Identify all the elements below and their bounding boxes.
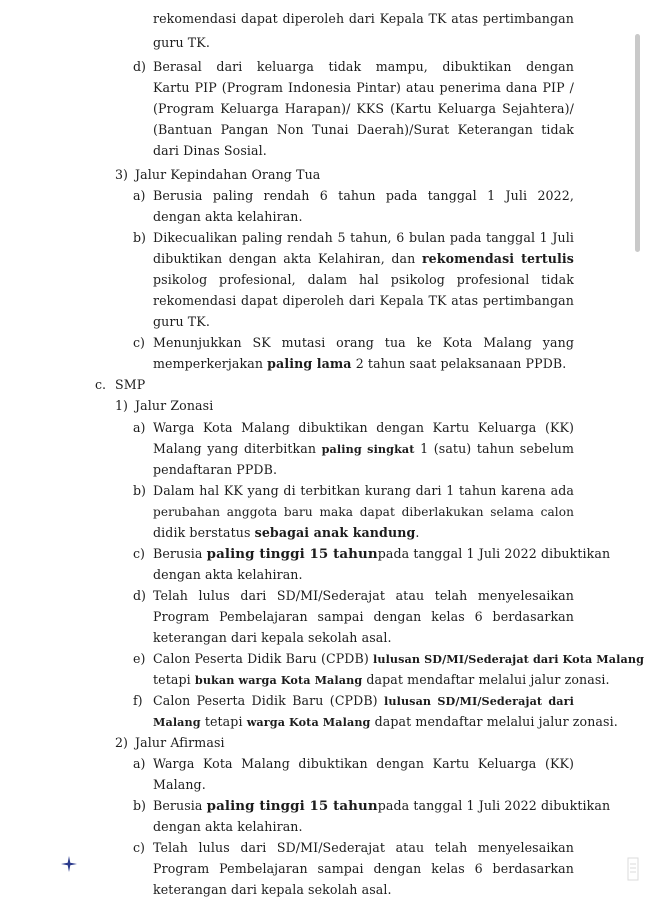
bold-text: lulusan SD/MI/Sederajat dari Kota Malang [372, 652, 644, 666]
text-line: dengan akta kelahiran. [153, 209, 303, 224]
text-line [153, 797, 610, 815]
bold-text: warga Kota Malang [246, 715, 371, 729]
text-line: perubahan anggota baru maka dapat diberlakukan selama calon [153, 505, 574, 519]
text-span: Calon Peserta Didik Baru (CPDB) [153, 651, 369, 666]
list-marker: a) [133, 188, 146, 203]
list-marker: a) [133, 756, 146, 771]
text-span: 1 (satu) tahun sebelum [420, 441, 574, 456]
list-marker: a) [133, 420, 146, 435]
text-line [153, 355, 566, 373]
text-line: Dikecualikan paling rendah 5 tahun, 6 bulan pada tanggal 1 Juli [153, 230, 574, 245]
text-line: Program Pembelajaran sampai dengan kelas 6 berdasarkan [153, 609, 574, 624]
text-line: Warga Kota Malang dibuktikan dengan Kartu Keluarga (KK) [153, 756, 574, 771]
list-marker: d) [133, 59, 146, 74]
text-line: keterangan dari kepala sekolah asal. [153, 630, 392, 645]
list-marker: c) [133, 335, 145, 350]
section-heading: Jalur Afirmasi [135, 735, 225, 750]
text-line [153, 650, 644, 668]
text-line: Berasal dari keluarga tidak mampu, dibuktikan dengan [153, 59, 574, 74]
text-span: Calon Peserta Didik Baru (CPDB) [153, 693, 378, 708]
text-line: guru TK. [153, 314, 210, 329]
text-line: dari Dinas Sosial. [153, 143, 267, 158]
text-line [153, 524, 420, 542]
text-line: pendaftaran PPDB. [153, 462, 278, 477]
text-span: 2 tahun saat pelaksanaan PPDB. [355, 356, 567, 371]
text-span: dapat mendaftar melalui jalur zonasi. [374, 714, 618, 729]
bold-text: bukan warga Kota Malang [194, 673, 363, 687]
list-marker: c. [95, 377, 107, 392]
text-line: (Program Keluarga Harapan)/ KKS (Kartu Keluarga Sejahtera)/ [153, 101, 574, 116]
scrollbar-thumb[interactable] [635, 34, 640, 252]
text-span: tetapi [204, 714, 243, 729]
list-marker: 3) [115, 167, 128, 182]
text-line: Warga Kota Malang dibuktikan dengan Kartu Keluarga (KK) [153, 420, 574, 435]
text-line: Telah lulus dari SD/MI/Sederajat atau telah menyelesaikan [153, 840, 574, 855]
text-span: pada tanggal 1 Juli 2022 dibuktikan [377, 546, 611, 561]
text-line [153, 692, 574, 710]
text-span: tetapi [153, 672, 191, 687]
list-marker: 1) [115, 398, 128, 413]
text-line: psikolog profesional, dalam hal psikolog profesional tidak [153, 272, 574, 287]
text-line [153, 250, 574, 268]
bold-text: paling singkat [321, 442, 415, 456]
list-marker: c) [133, 840, 145, 855]
text-line: dengan akta kelahiran. [153, 819, 303, 834]
bold-text: rekomendasi tertulis [421, 251, 574, 266]
text-line: keterangan dari kepala sekolah asal. [153, 882, 392, 897]
list-marker: e) [133, 651, 146, 666]
text-span: dapat mendaftar melalui jalur zonasi. [366, 672, 610, 687]
text-span: Berusia [153, 546, 203, 561]
text-line: dengan akta kelahiran. [153, 567, 303, 582]
text-span: dibuktikan dengan akta Kelahiran, dan [153, 251, 416, 266]
text-line: Malang. [153, 777, 206, 792]
list-marker: d) [133, 588, 146, 603]
text-span: pada tanggal 1 Juli 2022 dibuktikan [377, 798, 611, 813]
text-span: memperkerjakan [153, 356, 264, 371]
bold-text: paling lama [267, 356, 352, 371]
text-line [153, 440, 574, 458]
text-line: guru TK. [153, 35, 210, 50]
bold-text: paling tinggi 15 tahun [206, 546, 378, 562]
list-marker: b) [133, 798, 146, 813]
text-line: rekomendasi dapat diperoleh dari Kepala TK atas pertimbangan [153, 11, 574, 26]
text-line [153, 671, 610, 689]
text-line [153, 545, 610, 563]
bold-text: lulusan SD/MI/Sederajat dari [384, 694, 574, 708]
list-marker: 2) [115, 735, 128, 750]
section-heading: Jalur Zonasi [135, 398, 214, 413]
section-heading: SMP [115, 377, 146, 392]
list-marker: f) [133, 693, 143, 708]
page-corner-icon [624, 856, 642, 882]
text-line: Program Pembelajaran sampai dengan kelas 6 berdasarkan [153, 861, 574, 876]
text-line: Dalam hal KK yang di terbitkan kurang dari 1 tahun karena ada [153, 483, 574, 498]
list-marker: b) [133, 483, 146, 498]
text-line: rekomendasi dapat diperoleh dari Kepala TK atas pertimbangan [153, 293, 574, 308]
list-marker: b) [133, 230, 146, 245]
bold-text: Malang [153, 715, 201, 729]
text-line: Kartu PIP (Program Indonesia Pintar) atau penerima dana PIP / [153, 80, 574, 95]
text-line: (Bantuan Pangan Non Tunai Daerah)/Surat Keterangan tidak [153, 122, 574, 137]
bold-text: sebagai anak kandung [254, 525, 416, 540]
text-span: . [415, 525, 420, 540]
text-span: Berusia [153, 798, 203, 813]
bold-text: paling tinggi 15 tahun [206, 798, 378, 814]
text-line [153, 713, 618, 731]
text-line: Berusia paling rendah 6 tahun pada tanggal 1 Juli 2022, [153, 188, 574, 203]
text-span: Malang yang diterbitkan [153, 441, 317, 456]
sparkle-star-icon [61, 856, 77, 872]
list-marker: c) [133, 546, 145, 561]
text-line: Telah lulus dari SD/MI/Sederajat atau telah menyelesaikan [153, 588, 574, 603]
text-line: Menunjukkan SK mutasi orang tua ke Kota Malang yang [153, 335, 574, 350]
text-span: didik berstatus [153, 525, 251, 540]
section-heading: Jalur Kepindahan Orang Tua [135, 167, 321, 182]
